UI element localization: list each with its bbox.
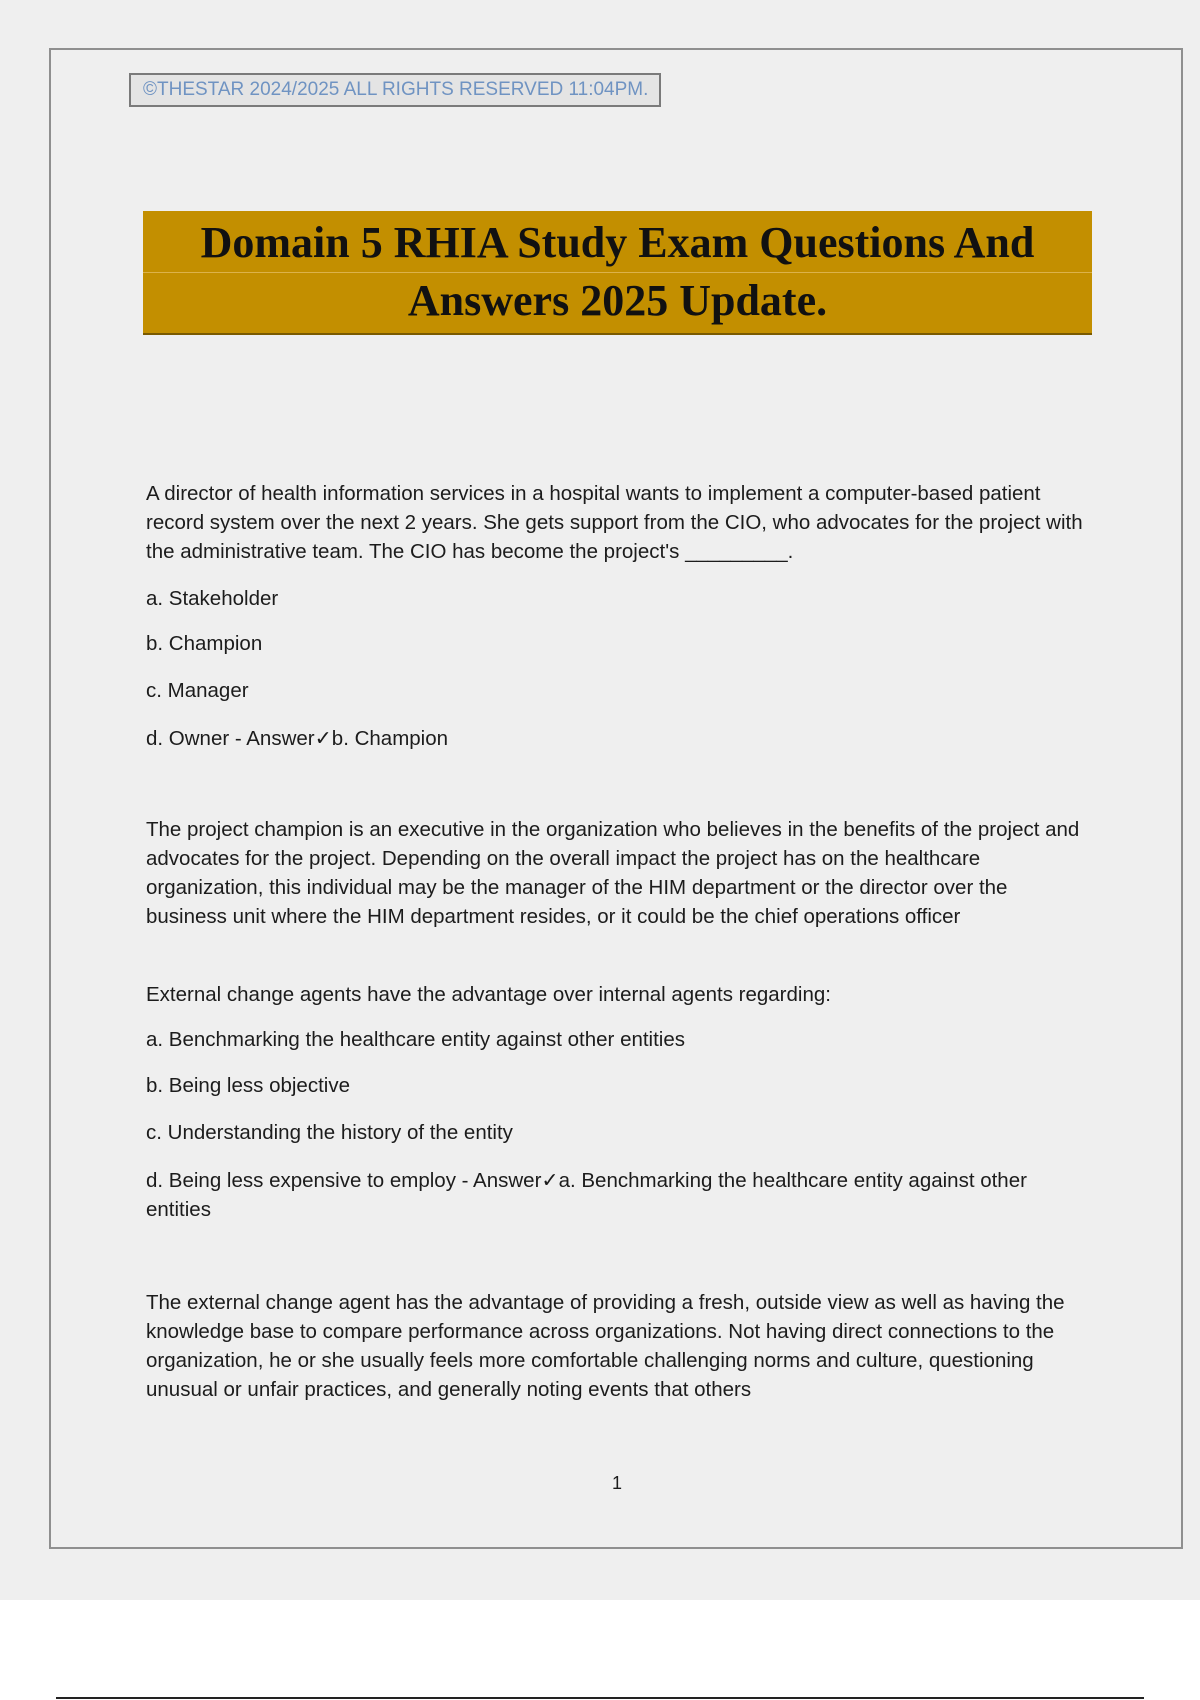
question-2-explanation: The external change agent has the advantage of providing a fresh, outside view as well as having the knowledge base to compare performance across organizations. Not having direct connections to the organization, he or she usually feels more comfortable challenging norms and culture, questioning unusual or unfair practices, and generally noting events that others	[146, 1291, 1065, 1401]
question-1-option-c: c. Manager	[146, 679, 249, 702]
title-line-2: Answers 2025 Update.	[407, 276, 828, 325]
next-page-divider	[56, 1697, 1144, 1699]
title-line-1: Domain 5 RHIA Study Exam Questions And	[200, 218, 1035, 267]
copyright-header: ©THESTAR 2024/2025 ALL RIGHTS RESERVED 11:04PM.	[129, 73, 661, 107]
question-1-option-d-answer: d. Owner - Answer✓b. Champion	[146, 727, 449, 750]
question-2-option-b: b. Being less objective	[146, 1074, 350, 1097]
page-number: 1	[611, 1473, 622, 1493]
question-2-option-d-answer: d. Being less expensive to employ - Answer✓a. Benchmarking the healthcare entity against other entities	[146, 1169, 1027, 1221]
question-2-text: External change agents have the advantage over internal agents regarding:	[146, 983, 831, 1006]
question-1-option-b: b. Champion	[146, 632, 263, 655]
title-banner	[143, 211, 1092, 335]
question-2-option-c: c. Understanding the history of the entity	[146, 1121, 513, 1144]
question-1-text: A director of health information services in a hospital wants to implement a computer-based patient record system over the next 2 years. She gets support from the CIO, who advocates for the project with the administrative team. The CIO has become the project's _________.	[146, 482, 1083, 563]
title-divider	[143, 272, 1092, 273]
question-2-option-a: a. Benchmarking the healthcare entity against other entities	[146, 1028, 686, 1051]
question-1-explanation: The project champion is an executive in the organization who believes in the benefits of the project and advocates for the project. Depending on the overall impact the project has on the healthcare organization, this individual may be the manager of the HIM department or the director over the business unit where the HIM department resides, or it could be the chief operations officer	[146, 818, 1080, 928]
question-1-option-a: a. Stakeholder	[146, 587, 279, 610]
